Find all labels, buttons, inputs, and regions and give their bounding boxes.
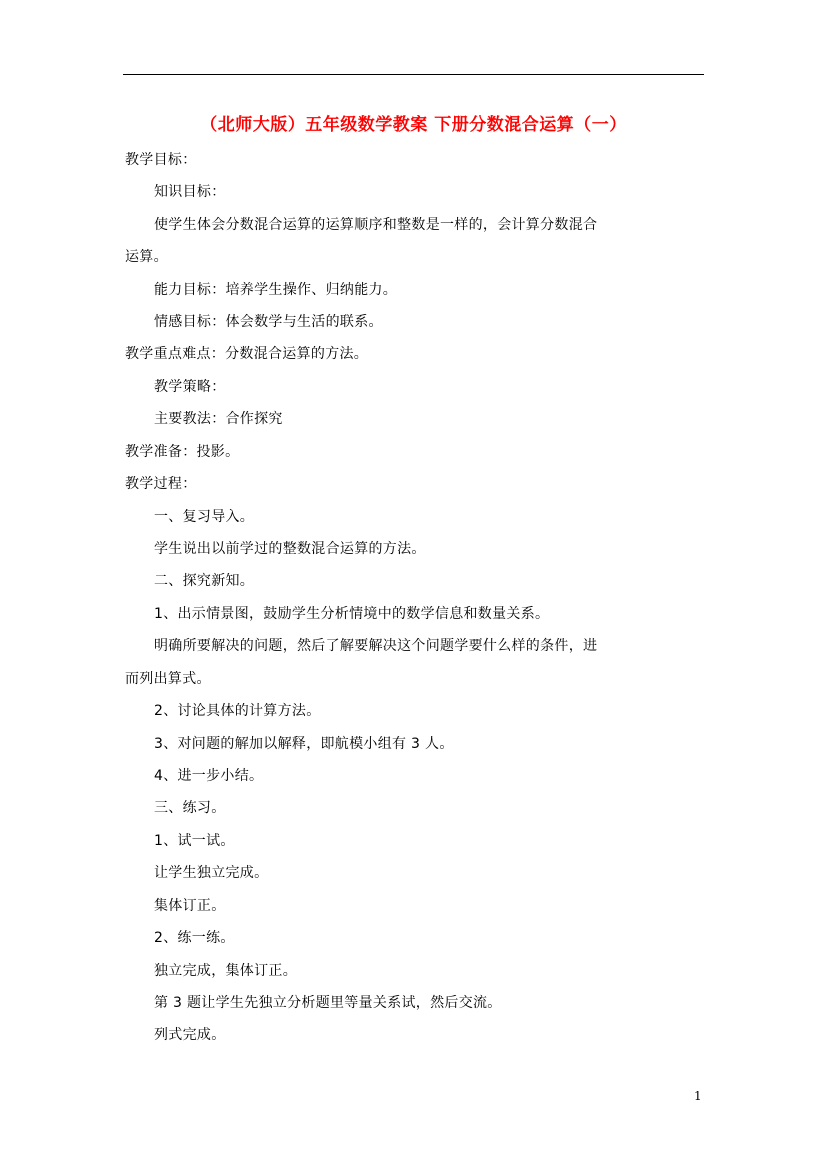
text-line: 情感目标：体会数学与生活的联系。	[154, 314, 383, 330]
text-line: 明确所要解决的问题，然后了解要解决这个问题学要什么样的条件，进	[154, 638, 598, 654]
text-line: 二、探究新知。	[154, 573, 255, 589]
text-line: 教学过程：	[125, 476, 197, 492]
text-line: 使学生体会分数混合运算的运算顺序和整数是一样的，会计算分数混合	[154, 217, 598, 233]
text-line: 列式完成。	[154, 1027, 226, 1043]
header-rule	[123, 74, 704, 75]
text-line: 1、试一试。	[154, 833, 235, 849]
text-line: 4、进一步小结。	[154, 768, 264, 784]
text-line: 教学准备：投影。	[125, 444, 240, 460]
text-line: 教学目标：	[125, 152, 197, 168]
text-line: 而列出算式。	[125, 671, 211, 687]
text-line: 一、复习导入。	[154, 509, 255, 525]
text-line: 学生说出以前学过的整数混合运算的方法。	[154, 541, 426, 557]
text-line: 能力目标：培养学生操作、归纳能力。	[154, 282, 398, 298]
text-line: 知识目标：	[154, 184, 226, 200]
text-line: 主要教法：合作探究	[154, 411, 283, 427]
text-line: 1、出示情景图，鼓励学生分析情境中的数学信息和数量关系。	[154, 606, 550, 622]
text-line: 3、对问题的解加以解释，即航模小组有 3 人。	[154, 736, 454, 752]
text-line: 独立完成，集体订正。	[154, 963, 297, 979]
document-title: （北师大版）五年级数学教案 下册分数混合运算（一）	[200, 115, 627, 135]
text-line: 第 3 题让学生先独立分析题里等量关系试，然后交流。	[154, 995, 502, 1011]
text-line: 三、练习。	[154, 800, 226, 816]
text-line: 教学策略：	[154, 379, 226, 395]
text-line: 让学生独立完成。	[154, 865, 269, 881]
text-line: 运算。	[125, 249, 168, 265]
text-line: 教学重点难点：分数混合运算的方法。	[125, 346, 369, 362]
text-line: 集体订正。	[154, 898, 226, 914]
text-line: 2、讨论具体的计算方法。	[154, 703, 321, 719]
page-number: 1	[694, 1089, 702, 1103]
text-line: 2、练一练。	[154, 930, 235, 946]
